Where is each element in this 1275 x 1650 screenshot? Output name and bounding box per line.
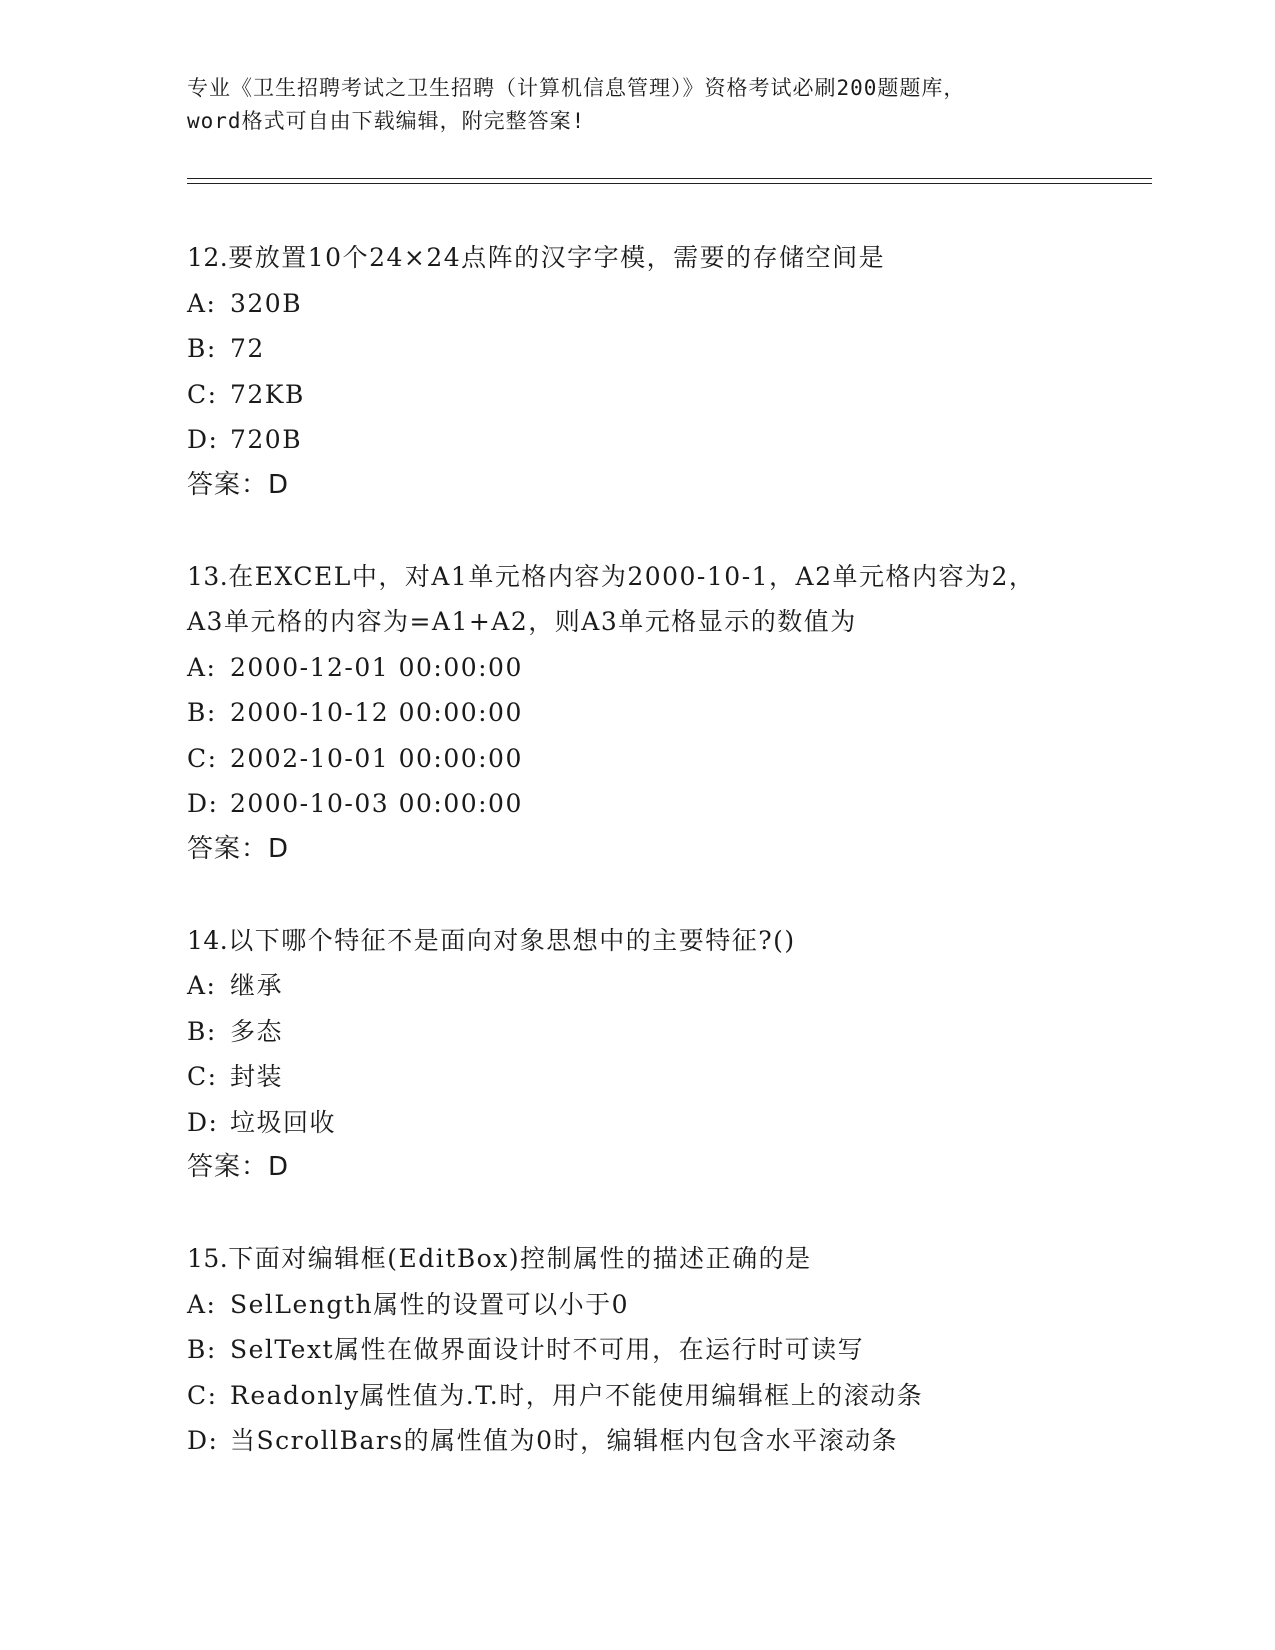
option-letter: A:	[187, 971, 217, 1000]
option-letter: A:	[187, 1289, 217, 1319]
question-line: 下面对编辑框(EditBox)控制属性的描述正确的是	[228, 1244, 812, 1273]
answer-option	[187, 372, 1187, 418]
option-letter: A:	[187, 288, 217, 318]
question-block	[187, 1236, 1187, 1464]
question-number: 13.	[187, 561, 229, 591]
question-list	[187, 235, 1187, 1510]
header-divider-bottom	[187, 183, 1152, 184]
option-letter: C:	[187, 379, 218, 409]
option-text: 多态	[230, 1016, 284, 1046]
answer-option	[187, 1327, 1187, 1373]
answer-option	[187, 1282, 1187, 1328]
option-text: 2002-10-01 00:00:00	[230, 743, 523, 773]
answer-option	[187, 645, 1187, 691]
question-block	[187, 918, 1187, 1191]
option-text: 72	[230, 334, 265, 363]
option-letter: D:	[187, 1426, 219, 1455]
answer-option	[187, 1100, 1187, 1146]
answer-option	[187, 1418, 1187, 1464]
option-text: SelLength属性的设置可以小于0	[230, 1289, 629, 1319]
answer-option	[187, 281, 1187, 327]
answer-option	[187, 1009, 1187, 1055]
header-divider-top	[187, 178, 1152, 179]
header-line-1: 专业《卫生招聘考试之卫生招聘（计算机信息管理）》资格考试必刷200题题库，	[187, 76, 966, 100]
header-line-2: word格式可自由下载编辑，附完整答案!	[187, 109, 586, 133]
question-number: 14.	[187, 925, 229, 955]
question-number: 12.	[187, 243, 229, 272]
question-text	[187, 554, 1187, 600]
option-text: 当ScrollBars的属性值为0时，编辑框内包含水平滚动条	[230, 1426, 899, 1455]
option-letter: B:	[187, 698, 217, 727]
option-letter: B:	[187, 1016, 217, 1046]
option-letter: B:	[187, 1335, 217, 1364]
answer-key: 答案：D	[187, 833, 290, 864]
option-text: SelText属性在做界面设计时不可用，在运行时可读写	[230, 1335, 865, 1364]
document-header	[187, 72, 1087, 138]
question-block	[187, 554, 1187, 872]
question-text	[187, 1236, 1187, 1282]
option-text: 封装	[230, 1062, 284, 1091]
option-text: 继承	[230, 971, 284, 1000]
option-text: Readonly属性值为.T.时，用户不能使用编辑框上的滚动条	[230, 1380, 924, 1410]
answer-option	[187, 736, 1187, 782]
question-text	[187, 235, 1187, 281]
answer-option	[187, 326, 1187, 372]
question-text	[187, 918, 1187, 964]
answer-option	[187, 963, 1187, 1009]
option-text: 720B	[230, 425, 303, 454]
answer-option	[187, 1373, 1187, 1419]
question-block	[187, 235, 1187, 508]
answer-option	[187, 417, 1187, 463]
option-letter: D:	[187, 1107, 219, 1137]
option-letter: A:	[187, 652, 217, 682]
option-letter: C:	[187, 1380, 218, 1410]
answer-option	[187, 690, 1187, 736]
option-letter: B:	[187, 334, 217, 363]
option-text: 72KB	[230, 379, 305, 409]
option-letter: D:	[187, 425, 219, 454]
option-text: 2000-10-12 00:00:00	[230, 698, 523, 727]
answer-key: 答案：D	[187, 1152, 290, 1182]
option-text: 320B	[230, 288, 303, 318]
question-line: 以下哪个特征不是面向对象思想中的主要特征?()	[228, 925, 796, 955]
question-line: 要放置10个24×24点阵的汉字字模，需要的存储空间是	[228, 243, 886, 272]
answer-option	[187, 781, 1187, 827]
answer-key: 答案：D	[187, 469, 290, 500]
option-text: 2000-12-01 00:00:00	[230, 652, 523, 682]
option-text: 垃圾回收	[230, 1107, 337, 1137]
question-text	[187, 599, 1187, 645]
option-letter: D:	[187, 789, 219, 818]
question-line: A3单元格的内容为=A1+A2，则A3单元格显示的数值为	[187, 607, 857, 636]
question-number: 15.	[187, 1244, 229, 1273]
option-text: 2000-10-03 00:00:00	[230, 789, 523, 818]
answer-option	[187, 1054, 1187, 1100]
question-line: 在EXCEL中，对A1单元格内容为2000-10-1，A2单元格内容为2，	[228, 561, 1036, 591]
option-letter: C:	[187, 1062, 218, 1091]
option-letter: C:	[187, 743, 218, 773]
